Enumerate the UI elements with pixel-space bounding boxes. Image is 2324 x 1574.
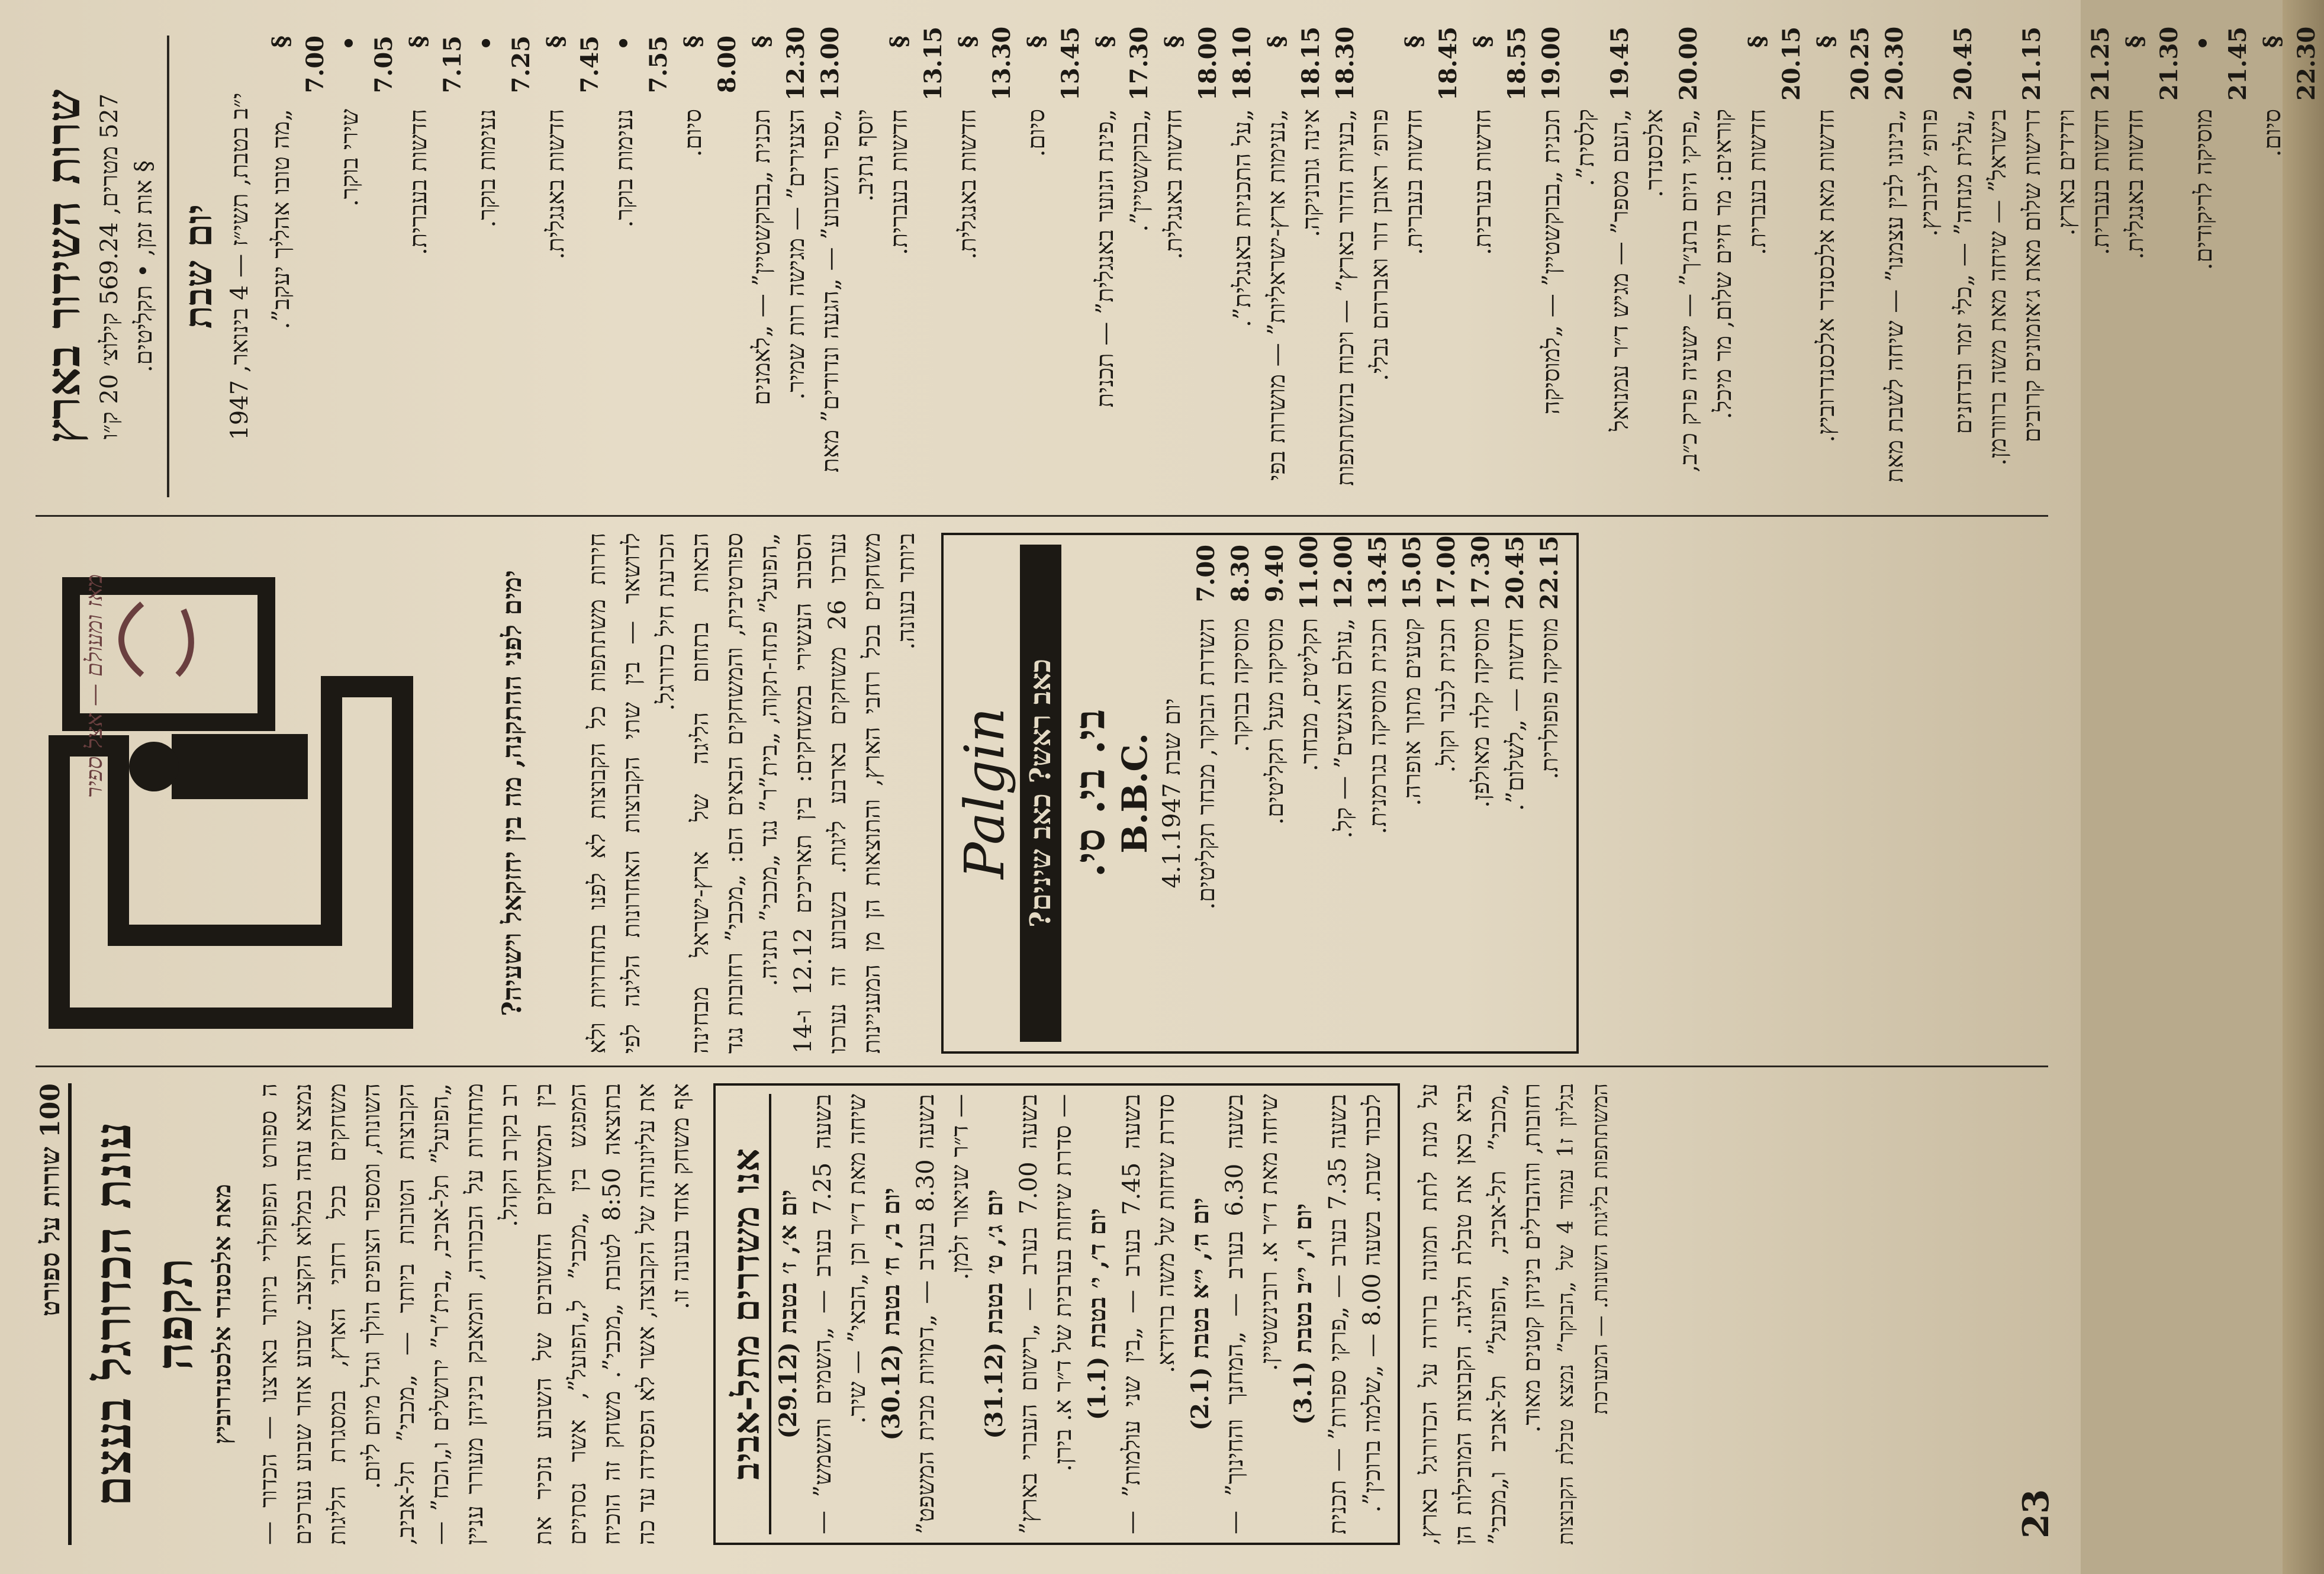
schedule-time: § 18.45 xyxy=(1400,26,1462,101)
palgin-logo: Palgin xyxy=(953,707,1016,879)
schedule-time: 15.05 xyxy=(1398,535,1426,610)
schedule-time: 18.10 xyxy=(1228,26,1256,101)
schedule-program: „העם מספר” — מגיש ד״ר עמנואל אלכסנדר. xyxy=(1607,109,1668,432)
schedule-row xyxy=(2118,26,2187,497)
schedule-time: § 20.25 xyxy=(1812,26,1874,101)
schedule-program: תכנית לכנר וקול. xyxy=(1433,618,1460,773)
tel-aviv-box xyxy=(713,1083,1400,1545)
schedule-row xyxy=(2084,26,2118,497)
schedule-program: חדשות בעברית. xyxy=(1401,109,1428,256)
schedule-time: 12.00 xyxy=(1330,535,1357,610)
schedule-program: נעימות בוקר. xyxy=(611,109,638,228)
radio-date: י״ב בטבת, תשי״ז — 4 בינואר, 1947 xyxy=(226,92,253,440)
body-paragraph: על מנת לתת תמונה ברורה על הכדורגל בארץ, נביא כאן את טבלת הליגה. הקבוצות המובילות הן „מכבי” תל-אביב, „הפועל” תל-אביב ו„מכבי” רחובות, וההבדלים ביניהן קטנים מאוד. xyxy=(1415,1083,1546,1545)
schedule-time: 21.15 xyxy=(2018,26,2046,101)
lead-paragraph: הקבוצות הטובות ביותר — „מכבי” תל-אביב, „הפועל” תל-אביב, „בית”ר” ירושלים ו„הכח” — מתחרות על הבכורה, והמאבק ביניהן מעורר עניין רב בקרב הקהל. xyxy=(392,1083,523,1545)
pailin-ad xyxy=(36,533,568,1054)
tel-aviv-day-heading: יום ג׳, ט׳ בטבת (31.12) xyxy=(980,1189,1008,1439)
schedule-program: מוסיקה לריקודים. xyxy=(2190,109,2217,271)
radio-legend: § אות זמן, • תקליטים. xyxy=(130,160,157,373)
schedule-row xyxy=(2015,26,2084,497)
tel-aviv-day-text: בשעה 7.25 בערב — „השמים והשמש” — שיחה מאת ד״ר וכן „הבאי” — שיר. xyxy=(809,1094,871,1534)
schedule-row xyxy=(1292,535,1327,1042)
bbc-schedule xyxy=(1189,535,1567,1042)
middle-column xyxy=(36,533,1579,1054)
bbc-latin: B.B.C. xyxy=(1115,733,1155,854)
schedule-time: • 7.25 xyxy=(473,36,535,94)
schedule-program: קטעים מתוך אופרה. xyxy=(1399,618,1426,806)
article-kicker: 100 שורות על ספורט xyxy=(36,1083,72,1545)
pailin-tagline: ימים לפני ההתקנה, מה בין יחזקאל וישעיה? xyxy=(497,570,527,1016)
schedule-row xyxy=(1603,26,1672,497)
tel-aviv-day-heading: יום א׳, ז׳ בטבת (29.12) xyxy=(774,1189,802,1439)
schedule-program: מוסיקה מעל תקליטים. xyxy=(1261,618,1289,825)
schedule-row xyxy=(1260,26,1328,497)
schedule-time: 17.00 xyxy=(1433,535,1460,610)
schedule-time: • 21.45 xyxy=(2190,26,2252,101)
schedule-row xyxy=(951,26,1019,497)
schedule-program: חדשות באנגלית. xyxy=(954,109,981,260)
bbc-hebrew: בי. בי. סי. xyxy=(1065,709,1114,878)
article-headline: עונת הכדורגל בעצם תקפה xyxy=(83,1121,204,1507)
schedule-program: „נעימות ארץ-ישראליות” — מושרות בפי אינה גובוניקה. xyxy=(1263,109,1325,481)
schedule-row xyxy=(1258,545,1292,1042)
schedule-row xyxy=(2255,26,2324,497)
body-paragraph: הסבוב העשירי במשחקים: בין תאריכים 12.12 ו-14 נערכו 26 משחקים בארבע ליגות. בשבוע זה נערכו משחקים בכל רחבי הארץ, והתוצאות הן מן המעניינות ביותר בעונה. xyxy=(790,532,920,1054)
schedule-program: מוסיקה קלה מאולפן. xyxy=(1467,618,1495,808)
schedule-row xyxy=(1019,26,1088,497)
schedule-time: § 20.15 xyxy=(1743,26,1805,101)
schedule-program: חדשות באנגלית. xyxy=(1160,109,1187,260)
schedule-row xyxy=(1395,535,1430,1042)
tel-aviv-day-text: בשעה 7.45 בערב — „בין שני עולמות” — סדרת שיחות של משה ברוידא. xyxy=(1118,1094,1180,1534)
schedule-time: • 7.05 xyxy=(336,36,398,94)
palgin-slogan: כאב ראש? כאב שינים? xyxy=(1020,545,1061,1042)
schedule-time: § 7.45 xyxy=(542,36,604,94)
schedule-row xyxy=(745,26,813,497)
schedule-time: • 7.55 xyxy=(610,36,672,94)
schedule-row xyxy=(1088,26,1157,497)
schedule-program: תכנית „בבוקשטיין” — „לאמנים הצעירים” — מגישה רות שמיר. xyxy=(748,109,810,405)
schedule-row xyxy=(1878,26,1946,497)
schedule-program: סיום. xyxy=(2259,109,2286,157)
tel-aviv-day-text: בשעה 7.00 בערב — „רישום העברי בארץ” — סדרת שיחות בערבית של ד״ר א. בירן. xyxy=(1015,1094,1077,1534)
schedule-time: § 8.00 xyxy=(679,36,741,94)
column-rule xyxy=(36,515,2048,517)
schedule-row xyxy=(333,36,401,497)
palgin-bbc-box xyxy=(941,533,1579,1054)
schedule-program: „פינת הנוער באנגלית” — תכנית „בבוקשטיין”. xyxy=(1092,109,1153,408)
tel-aviv-box-title: אנו משדרים מתל-אביב xyxy=(724,1094,771,1534)
schedule-time: § 7.15 xyxy=(404,36,466,94)
body-paragraph: חירות משתתפות כל הקבוצות לא לפנו בתחרויות ולא לדושאר — בין שתי הקבוצות האחרונות הליגה לפי הכרעת חיל כדורגל. xyxy=(584,533,680,1054)
schedule-row xyxy=(676,36,745,497)
schedule-row xyxy=(1533,535,1567,1042)
schedule-row xyxy=(2187,26,2255,497)
rule xyxy=(167,36,169,497)
schedule-time: 11.00 xyxy=(1295,535,1323,610)
tel-aviv-day-text: בשעה 7.35 בערב — „פרקי ספרות” — תכנית לכבוד שבת. בשעה 8.00 — „שלמה ברוכין”. xyxy=(1324,1094,1386,1534)
schedule-row xyxy=(1430,535,1464,1042)
schedule-program: „פרקי היום בתנ״ך” — ישעיה פרק כ״ב, קוראים: מר חיים שלום, מר מיכל. xyxy=(1675,109,1737,472)
pailin-slogan: מאז ומעולם — אצל ספיר xyxy=(81,574,107,798)
schedule-row xyxy=(1672,26,1740,497)
schedule-program: „עולם האנשים” — קל. xyxy=(1330,618,1357,839)
schedule-row xyxy=(1327,535,1361,1042)
lead-paragraph: בין המשחקים החשובים של השבוע נזכיר את המפגש בין „מכבי” ל„הפועל”, אשר נסתיים בתוצאה 8:50 לטובת „מכבי”. משחק זה הוכיח את עליונותה של הקבוצה, אשר לא הפסידה עד כה אף משחק אחד בעונה זו. xyxy=(530,1083,694,1545)
schedule-time: 13.00 xyxy=(816,26,844,101)
schedule-time: § 17.30 xyxy=(1091,26,1153,101)
schedule-program: „בעיות הדור בארץ” — ויכוח בהשתתפות פרופ׳ ראובן דור ואברהם נבלי. xyxy=(1332,109,1393,486)
schedule-time: § 18.15 xyxy=(1263,26,1325,101)
schedule-program: תכנית „בבוקשטיין” — „למוסיקה קלסית”. xyxy=(1538,109,1599,415)
schedule-row xyxy=(1397,26,1466,497)
schedule-program: מוסיקה בבוקר. xyxy=(1227,618,1254,752)
schedule-program: השדרת הבוקר, מבחר תקליטים. xyxy=(1193,618,1220,910)
schedule-program: שירי בוקר. xyxy=(336,109,363,207)
schedule-program: „ספר השבוע” — „הגעה ונדודים” מאת יוסף נתיב. xyxy=(817,109,878,473)
schedule-row xyxy=(1361,535,1395,1042)
schedule-row xyxy=(1740,26,1809,497)
schedule-time: 20.45 xyxy=(1501,535,1529,610)
schedule-row xyxy=(1498,535,1533,1042)
schedule-time: § 13.30 xyxy=(954,26,1016,101)
schedule-time: § 13.15 xyxy=(885,26,947,101)
schedule-row xyxy=(1534,26,1603,497)
radio-program-column xyxy=(36,26,2324,497)
tel-aviv-days xyxy=(771,1094,1389,1534)
schedule-program: חדשות בעברית. xyxy=(405,109,432,256)
table-note: בגליון ז1 עמוד 4 של „הבוקר” נמצא טבלת הקבוצות המשתתפות בליגות השונות. — המערכת xyxy=(1554,1083,1612,1545)
schedule-program: חדשות באנגלית. xyxy=(2122,109,2149,260)
schedule-time: 17.30 xyxy=(1467,535,1495,610)
schedule-program: „עלית מנחה” — „כלי זמר ובדחנים בישראל” — שיחה מאת משה ברוורמן. xyxy=(1950,109,2011,466)
schedule-row xyxy=(607,36,676,497)
schedule-time: 20.45 xyxy=(1949,26,1977,101)
schedule-program: חדשות בעברית. xyxy=(1744,109,1771,256)
schedule-program: סיום. xyxy=(1023,109,1050,157)
schedule-program: מוסיקה פופולרית. xyxy=(1536,618,1563,780)
schedule-row xyxy=(470,36,539,497)
schedule-time: § 13.45 xyxy=(1022,26,1084,101)
radio-day-title: יום שבת xyxy=(176,204,221,329)
schedule-time: § 21.30 xyxy=(2121,26,2183,101)
schedule-program: תכנית מוסיקה בגרמנית. xyxy=(1364,618,1392,835)
schedule-time: § 22.30 xyxy=(2258,26,2320,101)
page-number: 23 xyxy=(2016,1489,2057,1538)
tel-aviv-day-text: בשעה 6.30 בערב — „המחנך והחינוך” — שיחה מאת ד״ר א. רובינשטיין. xyxy=(1221,1094,1283,1534)
schedule-time: § 18.00 xyxy=(1160,26,1222,101)
schedule-time: 19.45 xyxy=(1606,26,1634,101)
schedule-time: 22.15 xyxy=(1536,535,1563,610)
schedule-time: 7.00 xyxy=(1192,545,1220,603)
bbc-date: יום שבת 4.1.1947 xyxy=(1158,698,1186,889)
schedule-row xyxy=(1157,26,1225,497)
tel-aviv-day-text: בשעה 8.30 בערב — „דמויות מבית המשפט” — ד״ר שניאור זלמן. xyxy=(912,1094,974,1534)
schedule-program: „על התכניות באנגלית”. xyxy=(1229,109,1256,327)
schedule-program: נעימות בוקר. xyxy=(474,109,501,228)
schedule-row xyxy=(1809,26,1878,497)
schedule-program: סיום. xyxy=(680,109,707,157)
schedule-row xyxy=(1464,535,1498,1042)
tel-aviv-day-heading: יום ו׳, י״ב בטבת (3.1) xyxy=(1289,1203,1317,1425)
schedule-time: 18.30 xyxy=(1331,26,1359,101)
schedule-row xyxy=(1189,545,1224,1042)
schedule-time: § 7.00 xyxy=(267,36,329,94)
tel-aviv-day-heading: יום ה׳, י״א בטבת (2.1) xyxy=(1186,1198,1214,1431)
sports-article xyxy=(36,1083,1618,1545)
schedule-row xyxy=(1328,26,1397,497)
article-byline: מאת אלכסנדר אלכסנדרוביץ xyxy=(208,1184,236,1444)
schedule-row xyxy=(539,36,607,497)
schedule-time: § 18.55 xyxy=(1469,26,1531,101)
schedule-row xyxy=(1946,26,2015,497)
radio-title: שרות השידור בארץ xyxy=(37,89,91,444)
schedule-program: „בינונו לבין עצמנו” — שיחה לשבת מאת פרופ׳ ליבוביץ. xyxy=(1881,109,1943,483)
schedule-program: חדשות בערבית. xyxy=(1469,109,1496,256)
radio-schedule xyxy=(264,26,2324,497)
schedule-time: 13.45 xyxy=(1364,535,1392,610)
schedule-time: 9.40 xyxy=(1261,545,1289,603)
schedule-row xyxy=(1466,26,1534,497)
schedule-program: חדשות — „לשלום”. xyxy=(1502,618,1529,812)
schedule-row xyxy=(813,26,882,497)
schedule-program: „מה טובו אהליך יעקב”. xyxy=(268,109,295,330)
schedule-program: חדשות בעברית. xyxy=(2087,109,2114,256)
schedule-row xyxy=(1224,545,1258,1042)
column-rule xyxy=(36,1066,2048,1067)
body-paragraph: הבאות בתחום הליגה של ארץ-ישראל מבחינה ספורטיבית, והמשחקים הבאים הם: „מכבי” רחובות נגד „הפועל” פתח-תקוה, „בית”ר” נגד „מכבי” נתניה. xyxy=(687,533,783,1054)
schedule-program: חדשות מאת אלכסנדר אלכסנדרוביץ. xyxy=(1813,109,1840,443)
schedule-time: 20.00 xyxy=(1675,26,1702,101)
lead-paragraph: ה ספורט הפופולרי ביותר בארצנו — הכדור — נמצא עתה במלוא הקצב. שבוע אחר שבוע נערכים משחקים בכל רחבי הארץ, במסגרת הליגות השונות, ומספר הצופים הולך וגדל מיום ליום. xyxy=(255,1083,385,1545)
schedule-time: 20.30 xyxy=(1881,26,1908,101)
tel-aviv-day-heading: יום ד׳, י׳ בטבת (1.1) xyxy=(1083,1208,1111,1421)
radio-frequency: 527 מטרים, 569.24 קילוצ׳ 20 ק״ו xyxy=(96,93,123,440)
schedule-time: § 12.30 xyxy=(748,26,810,101)
schedule-row xyxy=(1225,26,1260,497)
schedule-time: 19.00 xyxy=(1537,26,1565,101)
schedule-program: חדשות בעברית. xyxy=(886,109,913,256)
schedule-time: 8.30 xyxy=(1227,545,1254,603)
schedule-program: דרישות שלום מאת ג׳אזמונים קרובים וידידים בארץ. xyxy=(2019,109,2080,443)
schedule-program: תקליטים, מבחר. xyxy=(1296,618,1323,772)
schedule-row xyxy=(882,26,951,497)
tel-aviv-day-heading: יום ב׳, ח׳ בטבת (30.12) xyxy=(877,1187,905,1441)
schedule-row xyxy=(401,36,470,497)
schedule-row xyxy=(264,36,333,497)
schedule-time: 21.25 xyxy=(2087,26,2114,101)
schedule-program: חדשות באנגלית. xyxy=(542,109,569,260)
